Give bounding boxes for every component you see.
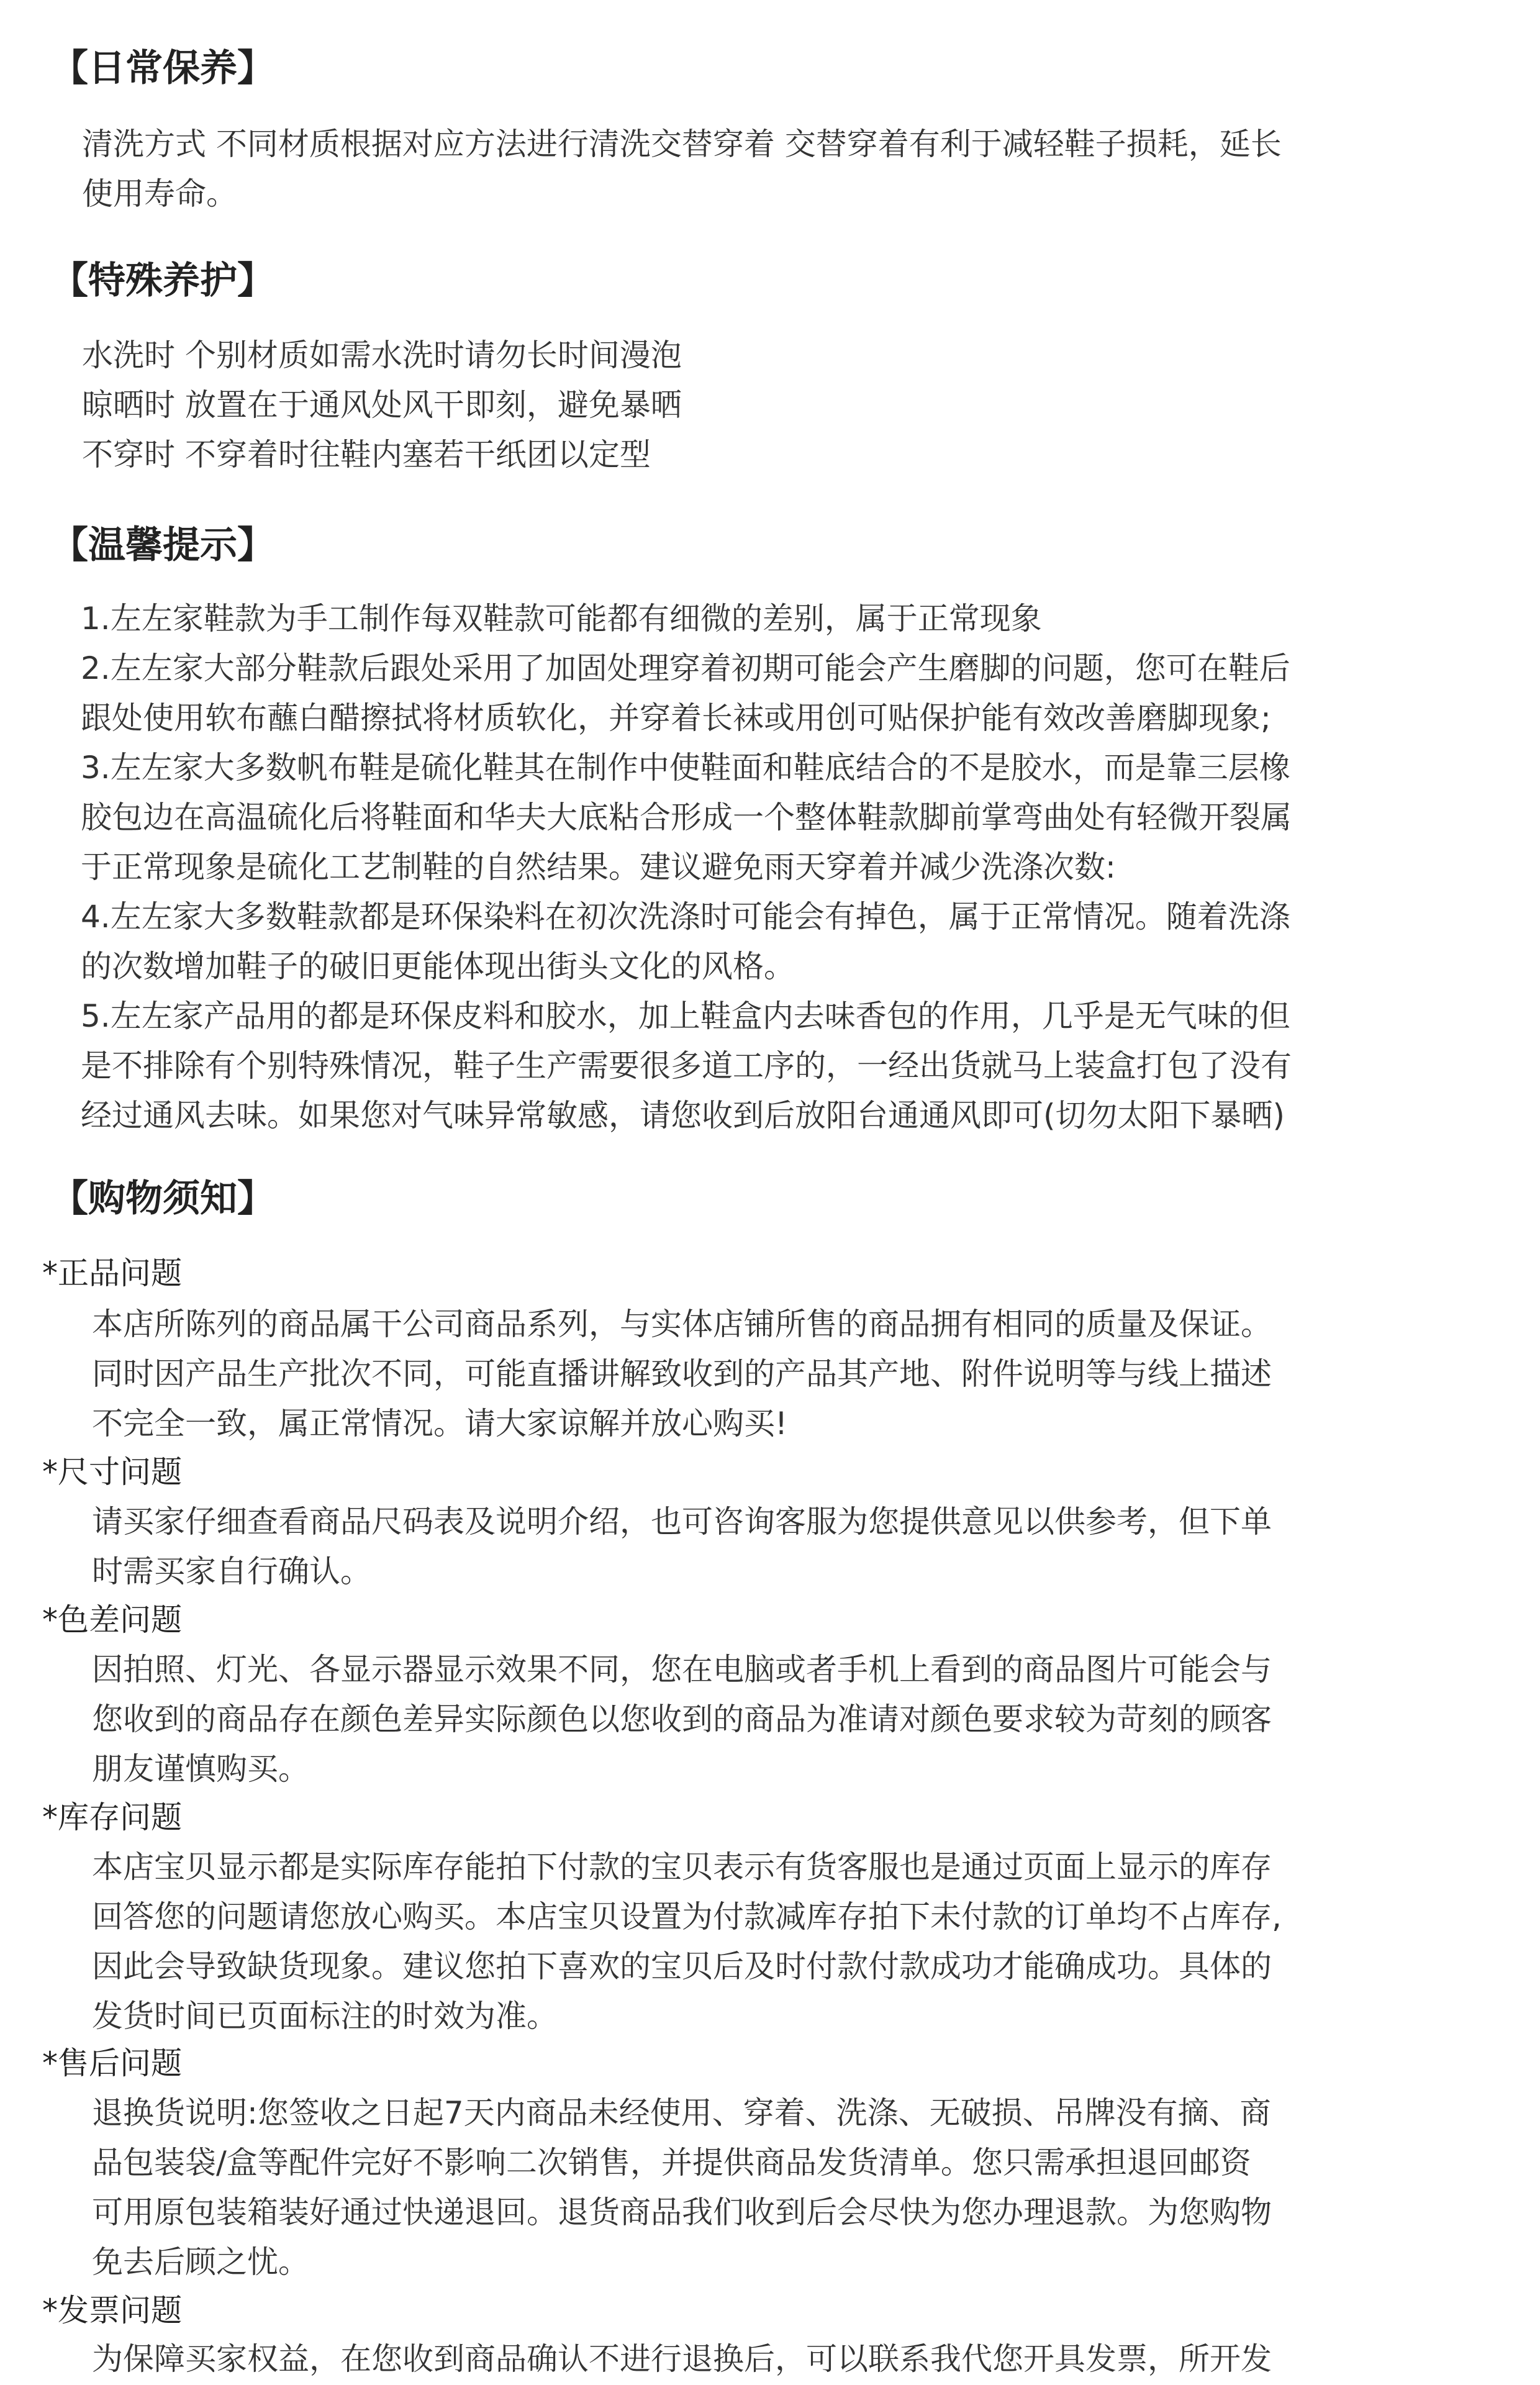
notice-title-color-difference: *色差问题 (42, 1602, 182, 1638)
daily-care-line: 清洗方式 不同材质根据对应方法进行清洗交替穿着 交替穿着有利于减轻鞋子损耗，延长 (82, 126, 1282, 162)
notice-line: 可用原包装箱装好通过快递退回。退货商品我们收到后会尽快为您办理退款。为您购物 (92, 2194, 1272, 2230)
section-title-daily-care: 【日常保养】 (51, 47, 274, 90)
warm-tips-line: 1.左左家鞋款为手工制作每双鞋款可能都有细微的差别，属于正常现象 (81, 601, 1042, 637)
notice-line: 同时因产品生产批次不同，可能直播讲解致收到的产品其产地、附件说明等与线上描述 (92, 1356, 1272, 1392)
notice-body-size (92, 1497, 1272, 1596)
section-title-warm-tips: 【温馨提示】 (51, 524, 274, 567)
notice-line: 朋友谨慎购买。 (92, 1751, 309, 1787)
notice-line: 不完全一致，属正常情况。请大家谅解并放心购买! (92, 1406, 788, 1442)
notice-line: 本店所陈列的商品属干公司商品系列，与实体店铺所售的商品拥有相同的质量及保证。 (92, 1306, 1272, 1342)
warm-tips-line: 于正常现象是硫化工艺制鞋的自然结果。建议避免雨天穿着并减少洗涤次数: (81, 849, 1116, 885)
notice-line: 因拍照、灯光、各显示器显示效果不同，您在电脑或者手机上看到的商品图片可能会与 (92, 1651, 1272, 1688)
notice-line: 您收到的商品存在颜色差异实际颜色以您收到的商品为准请对颜色要求较为苛刻的顾客 (92, 1701, 1272, 1737)
notice-body-stock (92, 1842, 1282, 2041)
notice-line: 免去后顾之忧。 (92, 2244, 309, 2280)
notice-title-after-sales: *售后问题 (42, 2045, 182, 2081)
notice-body-authenticity (92, 1299, 1272, 1448)
special-care-line: 水洗时 个别材质如需水洗时请勿长时间漫泡 (82, 337, 682, 373)
notice-line: 因此会导致缺货现象。建议您拍下喜欢的宝贝后及时付款付款成功才能确成功。具体的 (92, 1948, 1272, 1984)
warm-tips-line: 的次数增加鞋子的破旧更能体现出街头文化的风格。 (81, 948, 795, 984)
notice-title-stock: *库存问题 (42, 1799, 182, 1835)
notice-line: 发货时间已页面标注的时效为准。 (92, 1998, 558, 2034)
notice-line: 为保障买家权益，在您收到商品确认不进行退换后，可以联系我代您开具发票，所开发 (92, 2341, 1272, 2377)
notice-line: 品包装袋/盒等配件完好不影响二次销售，并提供商品发货清单。您只需承担退回邮资 (92, 2145, 1251, 2181)
warm-tips-text (81, 594, 1292, 1140)
special-care-line: 晾晒时 放置在于通风处风干即刻，避免暴晒 (82, 387, 682, 423)
notice-line: 回答您的问题请您放心购买。本店宝贝设置为付款减库存拍下未付款的订单均不占库存, (92, 1899, 1282, 1935)
section-title-special-care: 【特殊养护】 (51, 259, 274, 302)
notice-body-invoice (92, 2334, 1272, 2384)
warm-tips-line: 经过通风去味。如果您对气味异常敏感，请您收到后放阳台通通风即可(切勿太阳下暴晒) (81, 1097, 1285, 1133)
warm-tips-line: 4.左左家大多数鞋款都是环保染料在初次洗涤时可能会有掉色，属于正常情况。随着洗涤 (81, 899, 1290, 935)
notice-line: 本店宝贝显示都是实际库存能拍下付款的宝贝表示有货客服也是通过页面上显示的库存 (92, 1849, 1272, 1885)
warm-tips-line: 3.左左家大多数帆布鞋是硫化鞋其在制作中使鞋面和鞋底结合的不是胶水，而是靠三层橡 (81, 750, 1290, 786)
daily-care-text (82, 119, 1282, 219)
notice-title-size: *尺寸问题 (42, 1454, 182, 1490)
special-care-text (82, 330, 682, 479)
notice-line: 时需买家自行确认。 (92, 1553, 371, 1589)
daily-care-line: 使用寿命。 (82, 176, 237, 212)
notice-line: 退换货说明:您签收之日起7天内商品未经使用、穿着、洗涤、无破损、吊牌没有摘、商 (92, 2095, 1271, 2131)
warm-tips-line: 胶包边在高温硫化后将鞋面和华夫大底粘合形成一个整体鞋款脚前掌弯曲处有轻微开裂属 (81, 799, 1292, 835)
warm-tips-line: 是不排除有个别特殊情况，鞋子生产需要很多道工序的，一经出货就马上装盒打包了没有 (81, 1048, 1292, 1084)
warm-tips-line: 5.左左家产品用的都是环保皮料和胶水，加上鞋盒内去味香包的作用，几乎是无气味的但 (81, 998, 1290, 1034)
special-care-line: 不穿时 不穿着时往鞋内塞若干纸团以定型 (82, 437, 651, 473)
notice-line: 请买家仔细查看商品尺码表及说明介绍，也可咨询客服为您提供意见以供参考，但下单 (92, 1504, 1272, 1540)
notice-body-after-sales (92, 2088, 1272, 2287)
notice-body-color-difference (92, 1645, 1272, 1794)
notice-title-authenticity: *正品问题 (42, 1255, 182, 1291)
section-title-shopping-notice: 【购物须知】 (51, 1177, 274, 1220)
notice-title-invoice: *发票问题 (42, 2292, 182, 2328)
warm-tips-line: 跟处使用软布蘸白醋擦拭将材质软化，并穿着长袜或用创可贴保护能有效改善磨脚现象; (81, 700, 1271, 736)
warm-tips-line: 2.左左家大部分鞋款后跟处采用了加固处理穿着初期可能会产生磨脚的问题，您可在鞋后 (81, 650, 1290, 686)
